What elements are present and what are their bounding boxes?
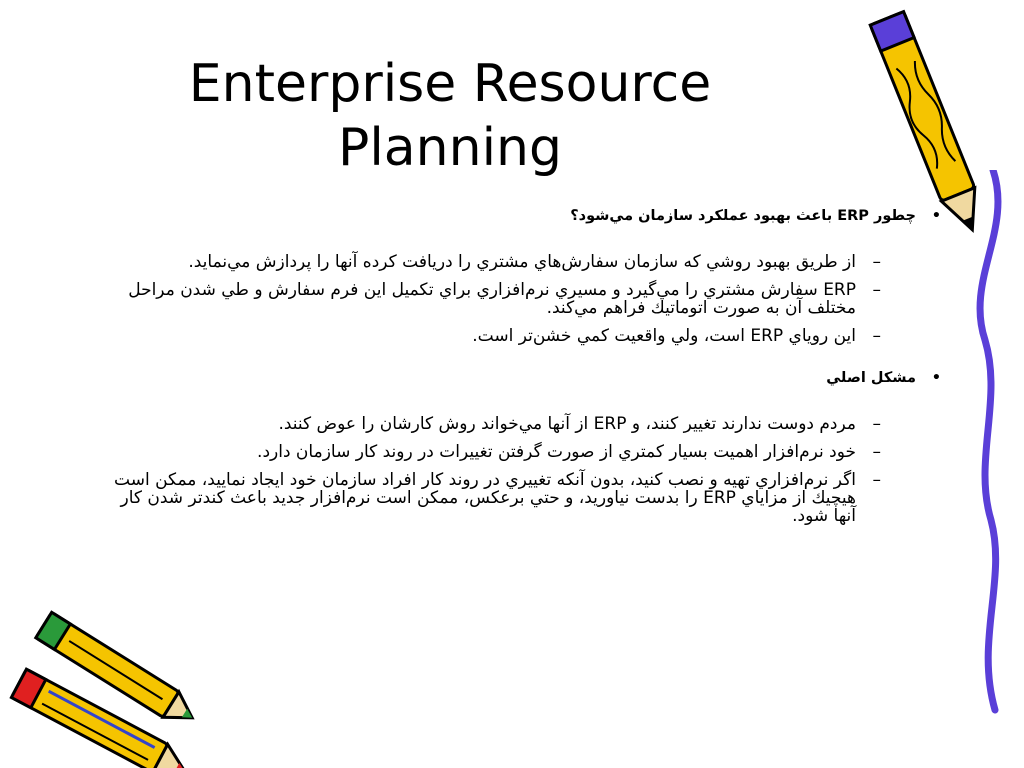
dash-marker: –: [872, 414, 881, 434]
spacer: [96, 355, 941, 367]
slide-body: [96, 205, 941, 535]
bullet-text: مردم دوست ندارند تغيير كنند، و ERP از آنها مي‌خواند روش كارشان را عوض كنند.: [278, 414, 856, 434]
bullet-marker: •: [931, 370, 941, 386]
slide-title: Enterprise Resource Planning: [188, 54, 712, 178]
scribble-line-icon: [955, 170, 1015, 730]
bullet-text: خود نرم‌افزار اهميت بسيار كمتري از صورت گرفتن تغييرات در روند كار سازمان دارد.: [257, 442, 856, 462]
dash-marker: –: [872, 470, 881, 490]
bullet-text: ERP سفارش مشتري را مي‌گيرد و مسيري نرم‌افزاري براي تكميل اين فرم سفارش و طي شدن مراحل مختلف آن به صورت اتوماتيك فراهم مي‌كند.: [128, 280, 856, 318]
dash-marker: –: [872, 252, 881, 272]
section-2: [96, 367, 941, 525]
bullet-level2: [96, 327, 881, 345]
bullet-text: اين روياي ERP است، ولي واقعيت كمي خشن‌تر است.: [472, 326, 856, 346]
bullet-level2: [96, 253, 881, 271]
bullet-level2: [96, 415, 881, 433]
section-1: [96, 205, 941, 345]
dash-marker: –: [872, 326, 881, 346]
pencils-bottom-left-icon: [0, 610, 210, 768]
dash-marker: –: [872, 442, 881, 462]
bullet-text: اگر نرم‌افزاري تهيه و نصب كنيد، بدون آنكه تغييري در روند كار افراد سازمان خود ايجاد نماييد، ممكن است هيچيك از مزاياي ERP را بدست نياوريد، و حتي برعكس، ممكن است نرم‌افزار جديد باعث كندتر شدن كار آنها شود.: [114, 470, 856, 526]
bullet-level1: [96, 367, 941, 389]
bullet-level2: [96, 471, 881, 525]
bullet-level1: [96, 205, 941, 227]
bullet-level2: [96, 443, 881, 461]
dash-marker: –: [872, 280, 881, 300]
bullet-text: مشكل اصلي: [826, 370, 916, 386]
bullet-text: چطور ERP باعث بهبود عملكرد سازمان مي‌شود؟: [570, 208, 916, 224]
bullet-marker: •: [931, 208, 941, 224]
bullet-level2: [96, 281, 881, 317]
bullet-text: از طريق بهبود روشي كه سازمان سفارش‌هاي مشتري را دريافت كرده آنها را پردازش مي‌نمايد.: [188, 252, 856, 272]
